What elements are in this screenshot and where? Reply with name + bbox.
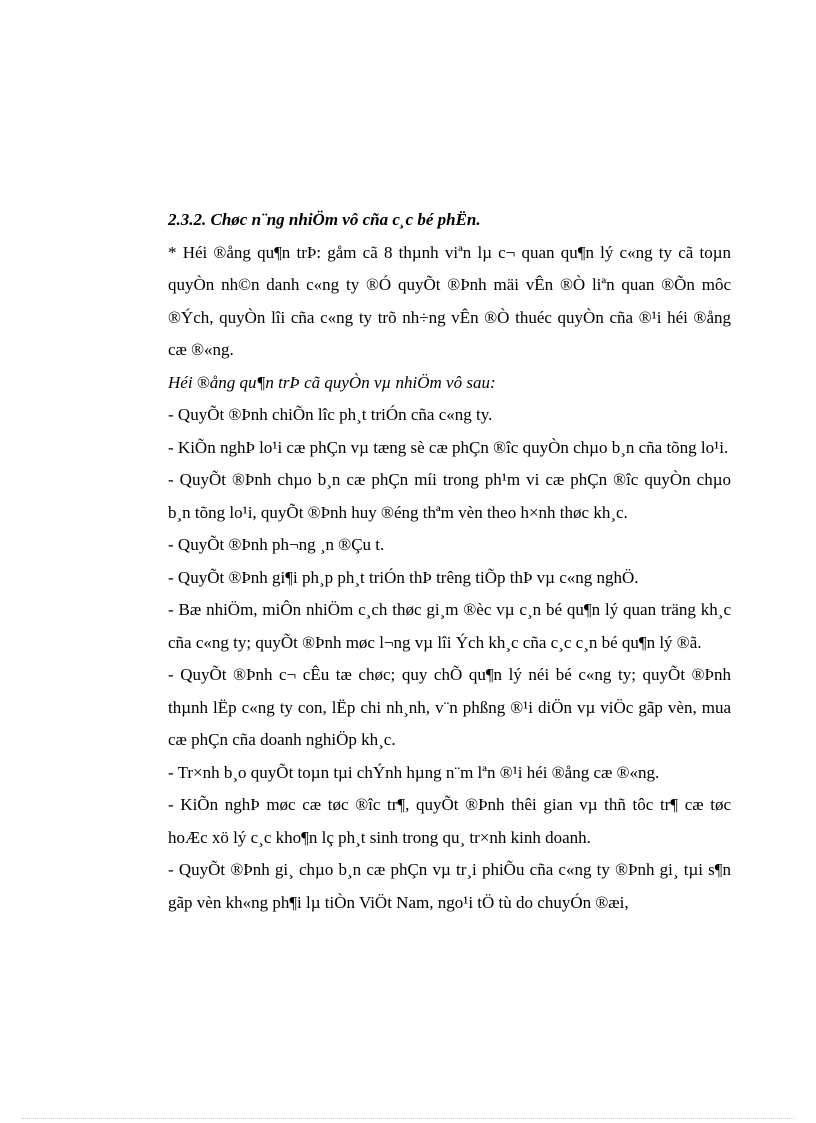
list-item: - QuyÕt ®Þnh c¬ cÊu tæ chøc; quy chÕ qu¶n lý néi bé c«ng ty; quyÕt ®Þnh thµnh lËp c«ng ty con, lËp chi nh¸nh, v¨n phßng ®¹i diÖn vµ viÖc gãp vèn, mua cæ phÇn cña doanh nghiÖp kh¸c.	[168, 665, 731, 749]
paragraph-board-intro: * Héi ®ång qu¶n trÞ: gåm cã 8 thµnh viªn lµ c¬ quan qu¶n lý c«ng ty cã toµn quyÒn nh©n danh c«ng ty ®Ó quyÕt ®Þnh mäi vÊn ®Ò liªn quan ®Õn môc ®Ých, quyÒn lîi cña c«ng ty trõ nh÷ng vÊn ®Ò thuéc quyÒn cña ®¹i héi ®ång cæ ®«ng.	[168, 242, 731, 359]
paragraph-duties-title: Héi ®ång qu¶n trÞ cã quyÒn vµ nhiÖm vô sau:	[168, 372, 496, 392]
list-item: - QuyÕt ®Þnh chiÕn lîc ph¸t triÓn cña c«ng ty.	[168, 405, 493, 424]
list-item: - QuyÕt ®Þnh chµo b¸n cæ phÇn míi trong ph¹m vi cæ phÇn ®îc quyÒn chµo b¸n tõng lo¹i, quyÕt ®Þnh huy ®éng thªm vèn theo h×nh thøc kh¸c.	[168, 470, 731, 522]
page-bottom-divider	[22, 1118, 794, 1119]
list-item: - KiÕn nghÞ lo¹i cæ phÇn vµ tæng sè cæ phÇn ®îc quyÒn chµo b¸n cña tõng lo¹i.	[168, 437, 729, 457]
list-item: - QuyÕt ®Þnh ph¬ng ¸n ®Çu t.	[168, 535, 385, 554]
list-item: - QuyÕt ®Þnh gi¸ chµo b¸n cæ phÇn vµ tr¸i phiÕu cña c«ng ty ®Þnh gi¸ tµi s¶n gãp vèn kh«ng ph¶i lµ tiÒn ViÖt Nam, ngo¹i tÖ tù do chuyÓn ®æi,	[168, 860, 731, 912]
list-item: - Tr×nh b¸o quyÕt toµn tµi chÝnh hµng n¨m lªn ®¹i héi ®ång cæ ®«ng.	[168, 762, 660, 782]
section-heading: 2.3.2. Chøc n¨ng nhiÖm vô cña c¸c bé phËn.	[168, 210, 481, 229]
list-item: - Bæ nhiÖm, miÔn nhiÖm c¸ch thøc gi¸m ®èc vµ c¸n bé qu¶n lý quan träng kh¸c cña c«ng ty; quyÕt ®Þnh møc l¬ng vµ lîi Ých kh¸c cña c¸c c¸n bé qu¶n lý ®ã.	[168, 600, 731, 652]
document-body	[168, 204, 731, 919]
list-item: - KiÕn nghÞ møc cæ tøc ®îc tr¶, quyÕt ®Þnh thêi gian vµ thñ tôc tr¶ cæ tøc hoÆc xö lý c¸c kho¶n lç ph¸t sinh trong qu¸ tr×nh kinh doanh.	[168, 795, 731, 847]
list-item: - QuyÕt ®Þnh gi¶i ph¸p ph¸t triÓn thÞ trêng tiÕp thÞ vµ c«ng nghÖ.	[168, 567, 639, 587]
